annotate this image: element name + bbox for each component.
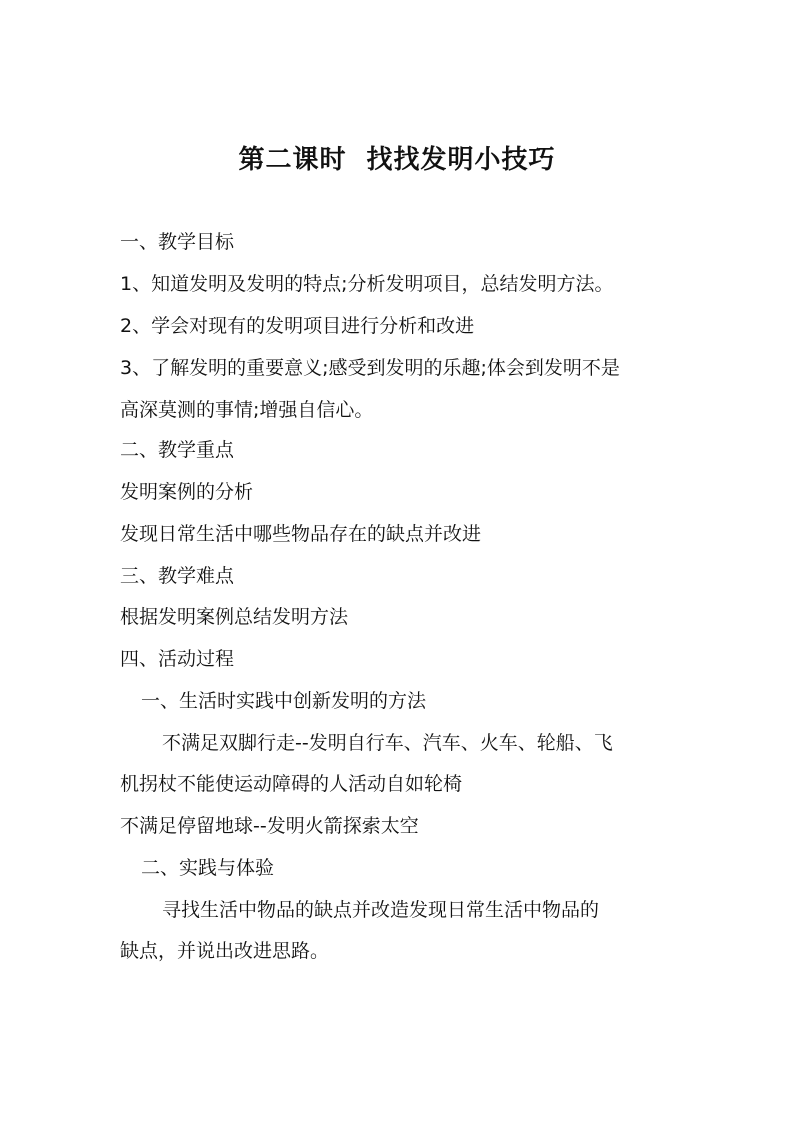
process-paragraph-2-line-1: 寻找生活中物品的缺点并改造发现日常生活中物品的 bbox=[162, 899, 600, 921]
goal-item-3-line-2: 高深莫测的事情;增强自信心。 bbox=[120, 399, 374, 421]
section-heading-difficulties: 三、教学难点 bbox=[120, 565, 235, 587]
goal-item-1: 1、知道发明及发明的特点;分析发明项目，总结发明方法。 bbox=[120, 273, 614, 295]
process-subheading-2: 二、实践与体验 bbox=[141, 857, 275, 879]
section-heading-process: 四、活动过程 bbox=[120, 648, 235, 670]
process-paragraph-1-line-1: 不满足双脚行走--发明自行车、汽车、火车、轮船、飞 bbox=[162, 732, 613, 754]
section-heading-key-points: 二、教学重点 bbox=[120, 439, 235, 461]
process-subheading-1: 一、生活时实践中创新发明的方法 bbox=[141, 690, 427, 712]
key-point-2: 发现日常生活中哪些物品存在的缺点并改进 bbox=[120, 523, 482, 545]
process-paragraph-1-line-2: 机拐杖不能使运动障碍的人活动自如轮椅 bbox=[120, 773, 463, 795]
goal-item-2: 2、学会对现有的发明项目进行分析和改进 bbox=[120, 315, 475, 337]
process-paragraph-1-line-3: 不满足停留地球--发明火箭探索太空 bbox=[120, 815, 419, 837]
process-paragraph-2-line-2: 缺点，并说出改进思路。 bbox=[120, 940, 330, 962]
goal-item-3-line-1: 3、了解发明的重要意义;感受到发明的乐趣;体会到发明不是 bbox=[120, 357, 620, 379]
key-point-1: 发明案例的分析 bbox=[120, 481, 254, 503]
difficulty-point-1: 根据发明案例总结发明方法 bbox=[120, 606, 349, 628]
section-heading-goals: 一、教学目标 bbox=[120, 231, 235, 253]
page-title: 第二课时 找找发明小技巧 bbox=[238, 145, 556, 175]
